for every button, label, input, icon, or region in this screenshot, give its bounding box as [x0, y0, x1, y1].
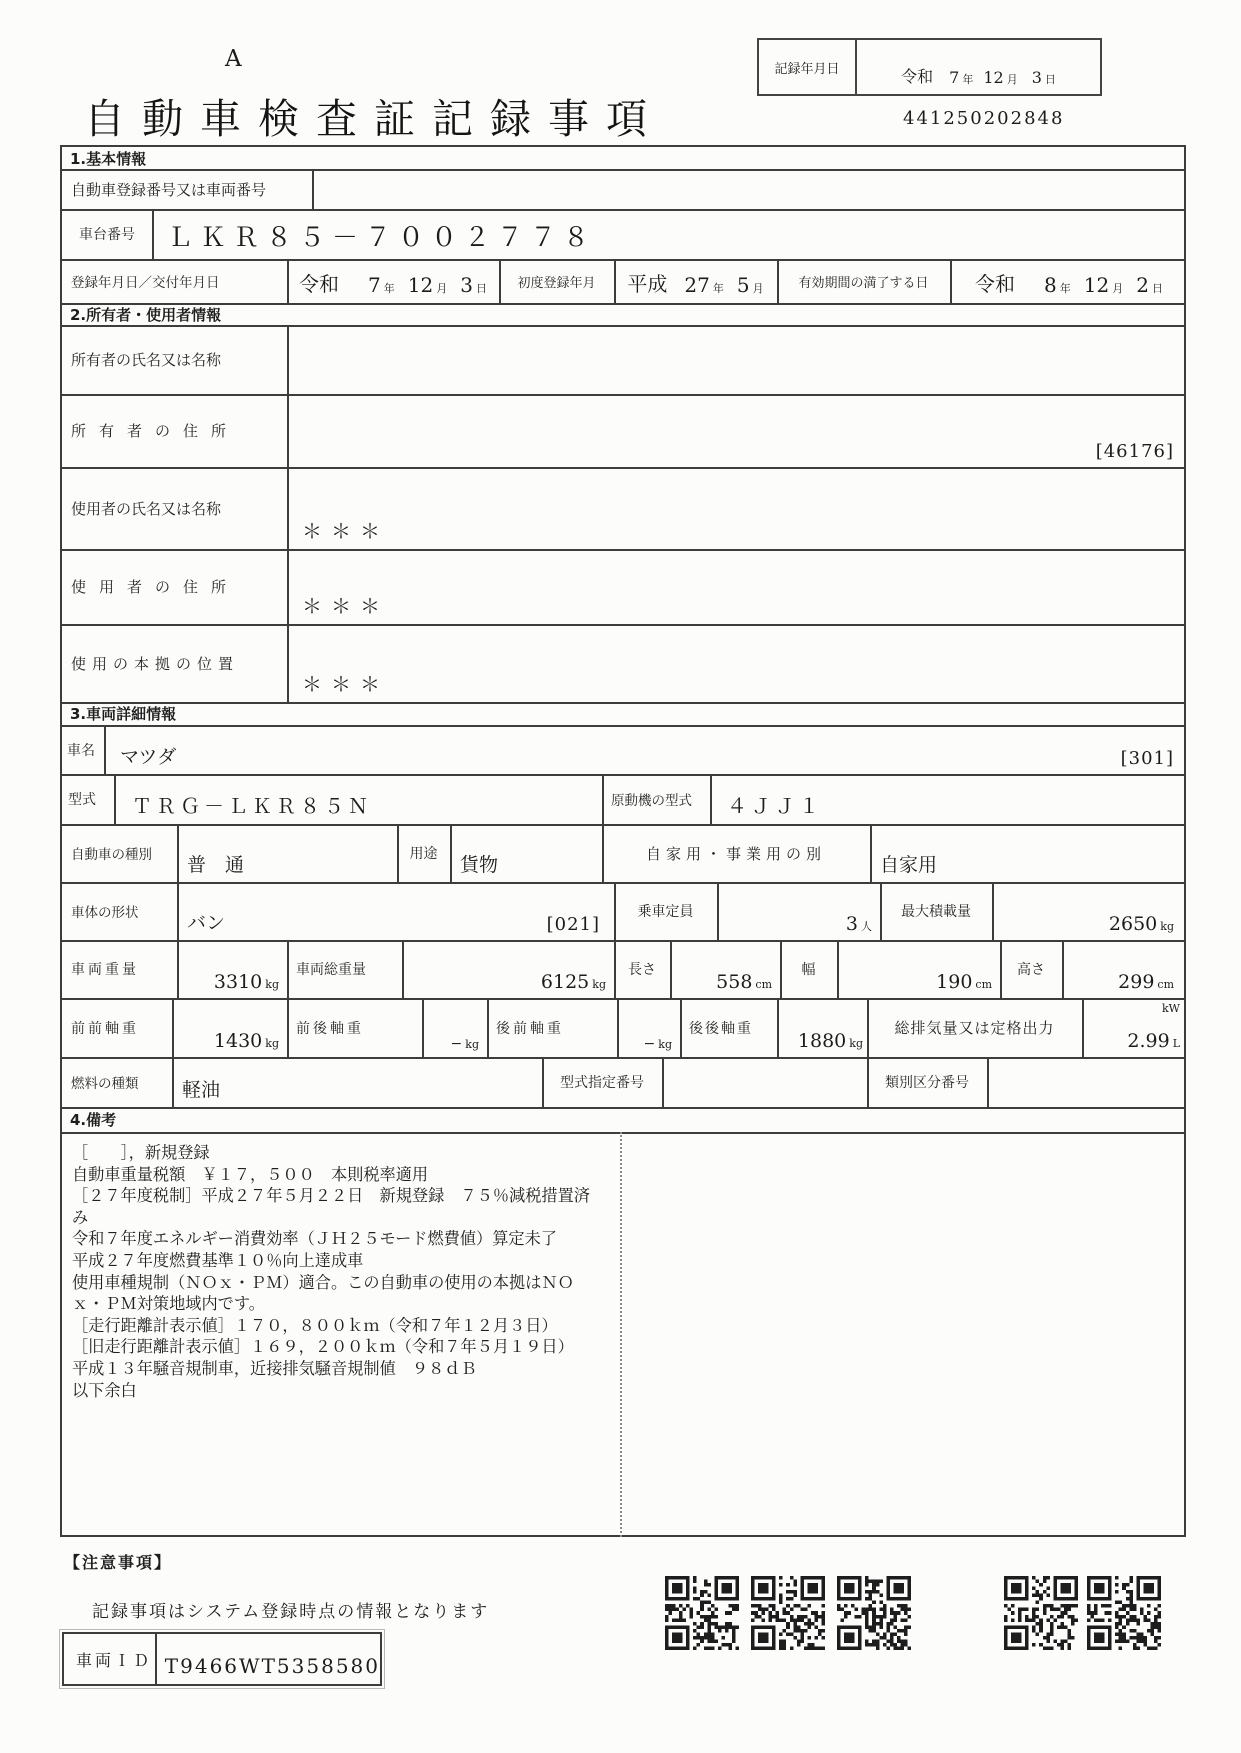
- expiry-date-value: 令和 8 年 12 月 2 日: [975, 272, 1163, 297]
- document-number: 441250202848: [903, 108, 1065, 129]
- height-label: 高さ: [1017, 962, 1045, 978]
- category-number-value: [987, 1057, 1182, 1107]
- engine-model-value: ４ＪＪ１: [727, 794, 823, 818]
- width-label: 幅: [801, 962, 816, 978]
- length-label: 長さ: [628, 962, 656, 978]
- owner-address-code: [46176]: [1095, 441, 1174, 462]
- record-date-box: [757, 38, 1102, 96]
- qr-code: [1004, 1576, 1078, 1650]
- type-designation-value: [662, 1057, 867, 1107]
- owner-address-label: 所有者の住所: [71, 422, 240, 440]
- displacement-label: 総排気量又は定格出力: [894, 1019, 1055, 1037]
- max-load-label: 最大積載量: [901, 904, 971, 920]
- remarks-line: 以下余白: [72, 1380, 137, 1400]
- gross-weight-label: 車両総重量: [296, 962, 366, 978]
- user-address-value: ＊＊＊: [302, 594, 389, 618]
- model-value: ＴＲＧ－ＬＫＲ８５Ｎ: [132, 794, 372, 818]
- remarks-line: 平成２７年度燃費基準１０％向上達成車: [72, 1250, 364, 1270]
- remarks-line: 平成１３年騒音規制車，近接排気騒音規制値 ９８ｄＢ: [72, 1358, 477, 1378]
- registration-number-value: [317, 169, 1182, 209]
- section2-header: 2.所有者・使用者情報: [70, 305, 222, 324]
- remarks-line: 使用車種規制（ＮＯｘ・ＰＭ）適合。この自動車の使用の本拠はＮＯｘ・ＰＭ対策地域内です。: [72, 1272, 574, 1314]
- owner-name-value: [292, 325, 1182, 394]
- max-load-value: 2650 kg: [1108, 913, 1174, 935]
- vehicle-weight-value: 3310 kg: [213, 971, 279, 993]
- body-shape-label: 車体の形状: [71, 905, 139, 921]
- user-address-label: 使用者の住所: [71, 578, 240, 596]
- use-value: 貨物: [460, 854, 499, 876]
- user-name-value: ＊＊＊: [302, 519, 389, 543]
- chassis-number-label: 車台番号: [79, 227, 135, 243]
- registration-number-label: 自動車登録番号又は車両番号: [71, 180, 267, 199]
- qr-code: [665, 1576, 739, 1650]
- body-shape-value: バン [021]: [187, 912, 600, 935]
- capacity-label: 乗車定員: [637, 904, 694, 920]
- page-title: 自動車検査証記録事項: [84, 95, 664, 143]
- first-registration-label: 初度登録年月: [517, 275, 596, 291]
- vehicle-weight-label: 車両重量: [71, 962, 139, 978]
- rear-front-axle-label: 後前軸重: [496, 1020, 564, 1037]
- registration-date-label: 登録年月日／交付年月日: [71, 275, 220, 291]
- use-label: 用途: [409, 846, 438, 862]
- remarks-line: 令和７年度エネルギー消費効率（ＪＨ２５モード燃費値）算定未了: [72, 1229, 557, 1249]
- main-table: [60, 145, 1186, 1537]
- page-mark: A: [225, 46, 242, 72]
- base-location-value: ＊＊＊: [302, 672, 389, 696]
- front-rear-axle-value: − kg: [450, 1036, 479, 1052]
- owner-address-value: [292, 394, 1182, 467]
- first-registration-value: 平成 27 年 5 月: [627, 272, 764, 297]
- private-business-value: 自家用: [880, 854, 938, 876]
- displacement-kw-unit: kW: [1162, 1002, 1180, 1015]
- rear-front-axle-value: − kg: [643, 1036, 672, 1052]
- car-name-value: マツダ [301]: [120, 746, 1174, 769]
- engine-model-label: 原動機の型式: [611, 793, 692, 809]
- qr-code: [751, 1576, 825, 1650]
- width-value: 190 cm: [936, 971, 992, 993]
- body-shape-code: [021]: [546, 914, 600, 935]
- remarks-text: [72, 1142, 592, 1401]
- chassis-number-value: ＬＫＲ８５－７００２７７８: [167, 223, 597, 253]
- base-location-label: 使用の本拠の位置: [71, 654, 240, 673]
- height-value: 299 cm: [1118, 971, 1174, 993]
- qr-code: [1087, 1576, 1161, 1650]
- remarks-line: ［旧走行距離計表示値］１６９，２００ｋｍ（令和７年５月１９日）: [72, 1337, 574, 1357]
- car-name-label: 車名: [67, 742, 95, 759]
- owner-name-label: 所有者の氏名又は名称: [71, 351, 222, 369]
- private-business-label: 自家用・事業用の別: [645, 844, 826, 863]
- gross-weight-value: 6125 kg: [540, 971, 606, 993]
- displacement-value: kW 2.99 L: [1127, 1002, 1180, 1052]
- front-front-axle-value: 1430 kg: [213, 1030, 279, 1052]
- category-number-label: 類別区分番号: [885, 1075, 969, 1091]
- expiry-date-label: 有効期間の満了する日: [798, 275, 929, 291]
- rear-rear-axle-label: 後後軸重: [689, 1020, 753, 1037]
- vehicle-id-value: T9466WT5358580: [164, 1654, 380, 1678]
- section1-header: 1.基本情報: [70, 149, 147, 168]
- vehicle-class-label: 自動車の種別: [71, 847, 152, 863]
- fuel-label: 燃料の種類: [71, 1076, 139, 1092]
- remarks-line: ［２７年度税制］平成２７年５月２２日 新規登録 ７５％減税措置済み: [72, 1186, 590, 1227]
- notice-text: 記録事項はシステム登録時点の情報となります: [92, 1602, 490, 1622]
- qr-code: [837, 1576, 911, 1650]
- vehicle-class-value: 普 通: [187, 854, 245, 876]
- length-value: 558 cm: [716, 971, 772, 993]
- registration-date-value: 令和 7 年 12 月 3 日: [299, 272, 487, 297]
- capacity-value: 3 人: [845, 913, 872, 935]
- car-name-code: [301]: [1120, 748, 1174, 769]
- user-name-label: 使用者の氏名又は名称: [71, 499, 222, 518]
- record-date-label: 記録年月日: [759, 40, 857, 94]
- record-date-value: 令和 7 年 12 月 3 日: [857, 40, 1100, 94]
- notice-title: 【注意事項】: [64, 1553, 173, 1572]
- fuel-value: 軽油: [182, 1079, 221, 1101]
- section3-header: 3.車両詳細情報: [70, 704, 177, 723]
- section4-header: 4.備考: [70, 1111, 117, 1129]
- vehicle-id-label: 車両ＩＤ: [64, 1634, 157, 1684]
- front-front-axle-label: 前前軸重: [71, 1020, 139, 1037]
- remarks-line: ［ ］，新規登録: [72, 1143, 210, 1162]
- record-date-era: 令和: [901, 67, 934, 86]
- vehicle-id-box: [62, 1632, 382, 1686]
- type-designation-label: 型式指定番号: [560, 1075, 644, 1091]
- remarks-line: 自動車重量税額 ￥１７，５００ 本則税率適用: [72, 1164, 429, 1184]
- model-label: 型式: [68, 792, 96, 808]
- front-rear-axle-label: 前後軸重: [296, 1020, 364, 1037]
- rear-rear-axle-value: 1880 kg: [797, 1030, 863, 1052]
- remarks-line: ［走行距離計表示値］１７０，８００ｋｍ（令和７年１２月３日）: [72, 1315, 558, 1335]
